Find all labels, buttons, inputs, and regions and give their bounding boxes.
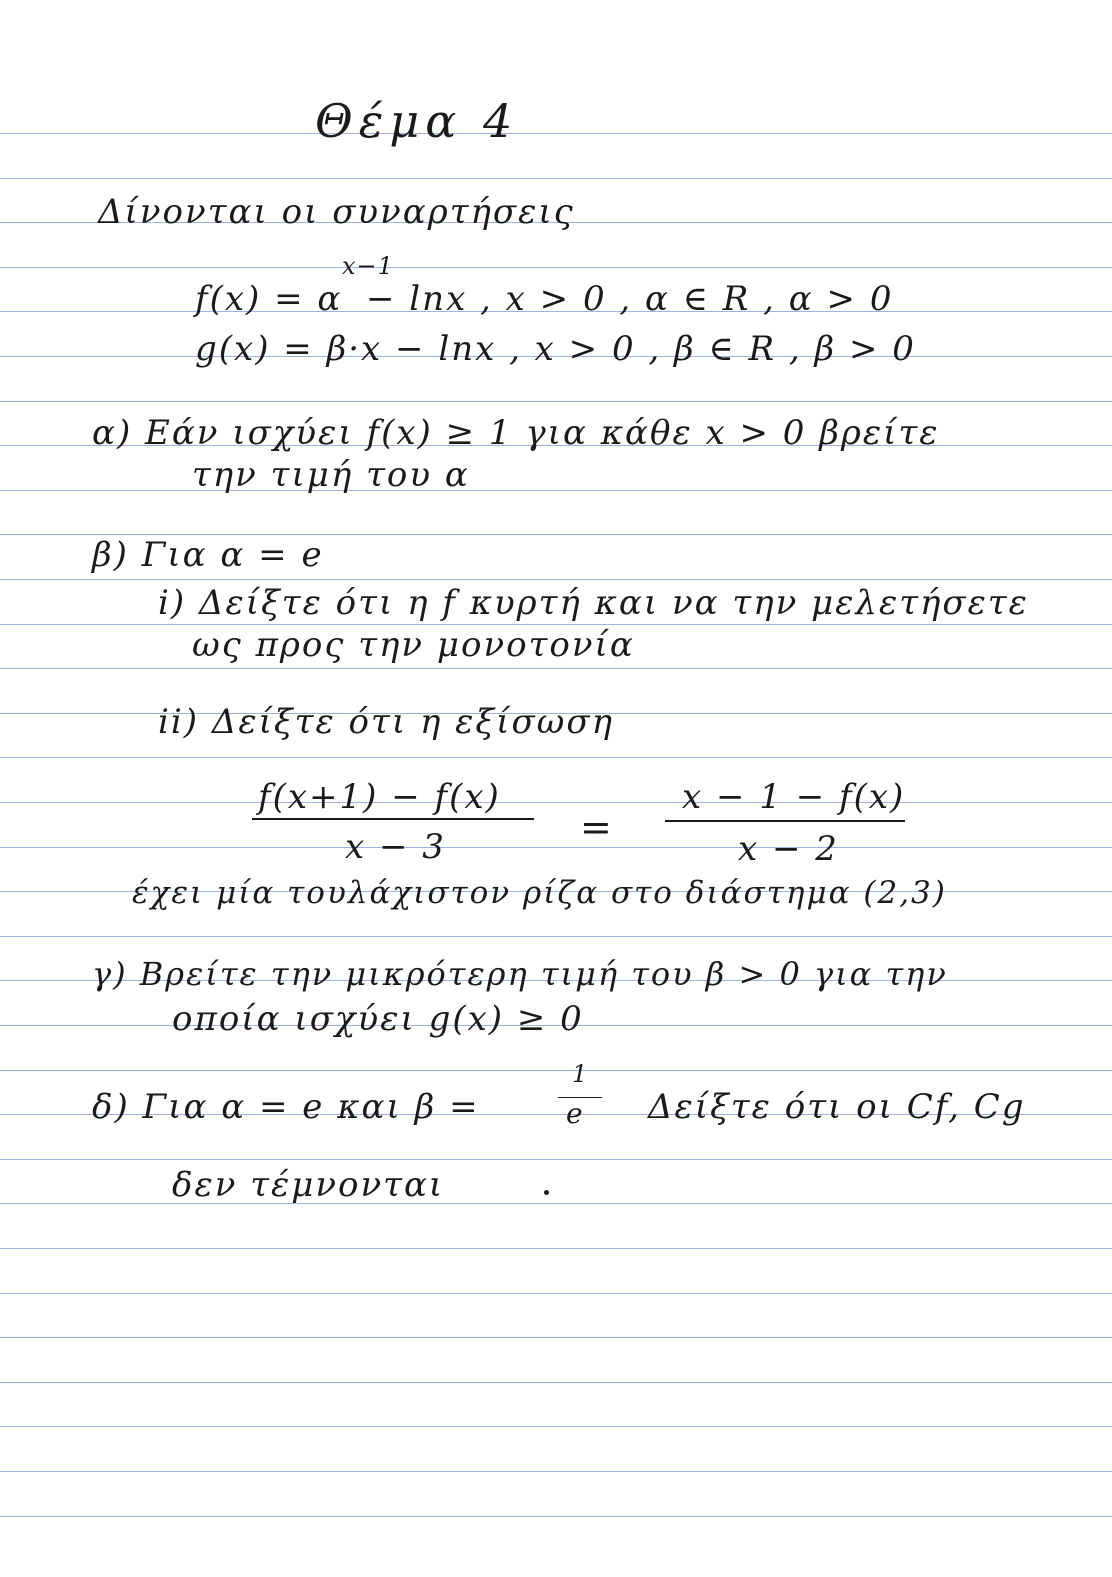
equation-right-numerator: x − 1 − f(x) — [682, 777, 906, 817]
ruled-line — [0, 178, 1112, 179]
ruled-line — [0, 490, 1112, 491]
ruled-line — [0, 847, 1112, 848]
ruled-line — [0, 1248, 1112, 1249]
part-b-ii-line1: ii) Δείξτε ότι η εξίσωση — [158, 702, 614, 742]
equation-left-denominator: x − 3 — [345, 827, 446, 867]
part-d-fraction-numerator: 1 — [572, 1060, 590, 1088]
ruled-line — [0, 1471, 1112, 1472]
ruled-line — [0, 401, 1112, 402]
part-b-i-line1: i) Δείξτε ότι η f κυρτή και να την μελετήσετε — [158, 583, 1029, 623]
equation-equals-sign: = — [580, 805, 614, 849]
part-b-heading: β) Για α = e — [92, 535, 324, 575]
equation-left-fraction-bar — [252, 818, 534, 820]
f-exponent: x−1 — [342, 252, 394, 280]
part-c-line1: γ) Βρείτε την μικρότερη τιμή του β > 0 για την — [92, 955, 948, 993]
part-a-line2: την τιμή του α — [192, 455, 470, 495]
part-b-ii-line2: έχει μία τουλάχιστον ρίζα στο διάστημα (2,3) — [132, 875, 947, 911]
ruled-line — [0, 1337, 1112, 1338]
part-c-line2: οποία ισχύει g(x) ≥ 0 — [172, 999, 584, 1039]
ruled-line — [0, 1203, 1112, 1204]
equation-left-numerator: f(x+1) − f(x) — [258, 777, 501, 817]
ruled-line — [0, 267, 1112, 268]
part-a-line1: α) Εάν ισχύει f(x) ≥ 1 για κάθε x > 0 βρείτε — [92, 413, 940, 453]
ruled-line — [0, 1070, 1112, 1071]
page-title: Θέμα 4 — [315, 94, 519, 148]
part-d-fraction-denominator: e — [566, 1097, 585, 1130]
part-d-suffix: Δείξτε ότι οι Cf, Cg — [648, 1087, 1026, 1127]
ruled-line — [0, 133, 1112, 134]
ruled-line — [0, 757, 1112, 758]
ruled-line — [0, 1293, 1112, 1294]
part-b-i-line2: ως προς την μονοτονία — [192, 625, 635, 665]
equation-right-denominator: x − 2 — [738, 829, 839, 869]
ruled-line — [0, 1382, 1112, 1383]
ruled-line — [0, 668, 1112, 669]
ruled-line — [0, 802, 1112, 803]
ruled-line — [0, 1426, 1112, 1427]
ruled-line — [0, 1159, 1112, 1160]
final-period-dot — [544, 1190, 549, 1195]
equation-right-fraction-bar — [665, 820, 905, 822]
f-definition-lhs: f(x) = α — [195, 279, 343, 319]
intro-text: Δίνονται οι συναρτήσεις — [98, 192, 575, 232]
part-d-line2: δεν τέμνονται — [172, 1165, 445, 1205]
part-d-prefix: δ) Για α = e και β = — [92, 1087, 480, 1127]
f-definition-rest: − lnx , x > 0 , α ∈ R , α > 0 — [366, 279, 894, 319]
ruled-line — [0, 936, 1112, 937]
g-definition: g(x) = β·x − lnx , x > 0 , β ∈ R , β > 0 — [195, 329, 916, 369]
ruled-line — [0, 1516, 1112, 1517]
ruled-line — [0, 579, 1112, 580]
